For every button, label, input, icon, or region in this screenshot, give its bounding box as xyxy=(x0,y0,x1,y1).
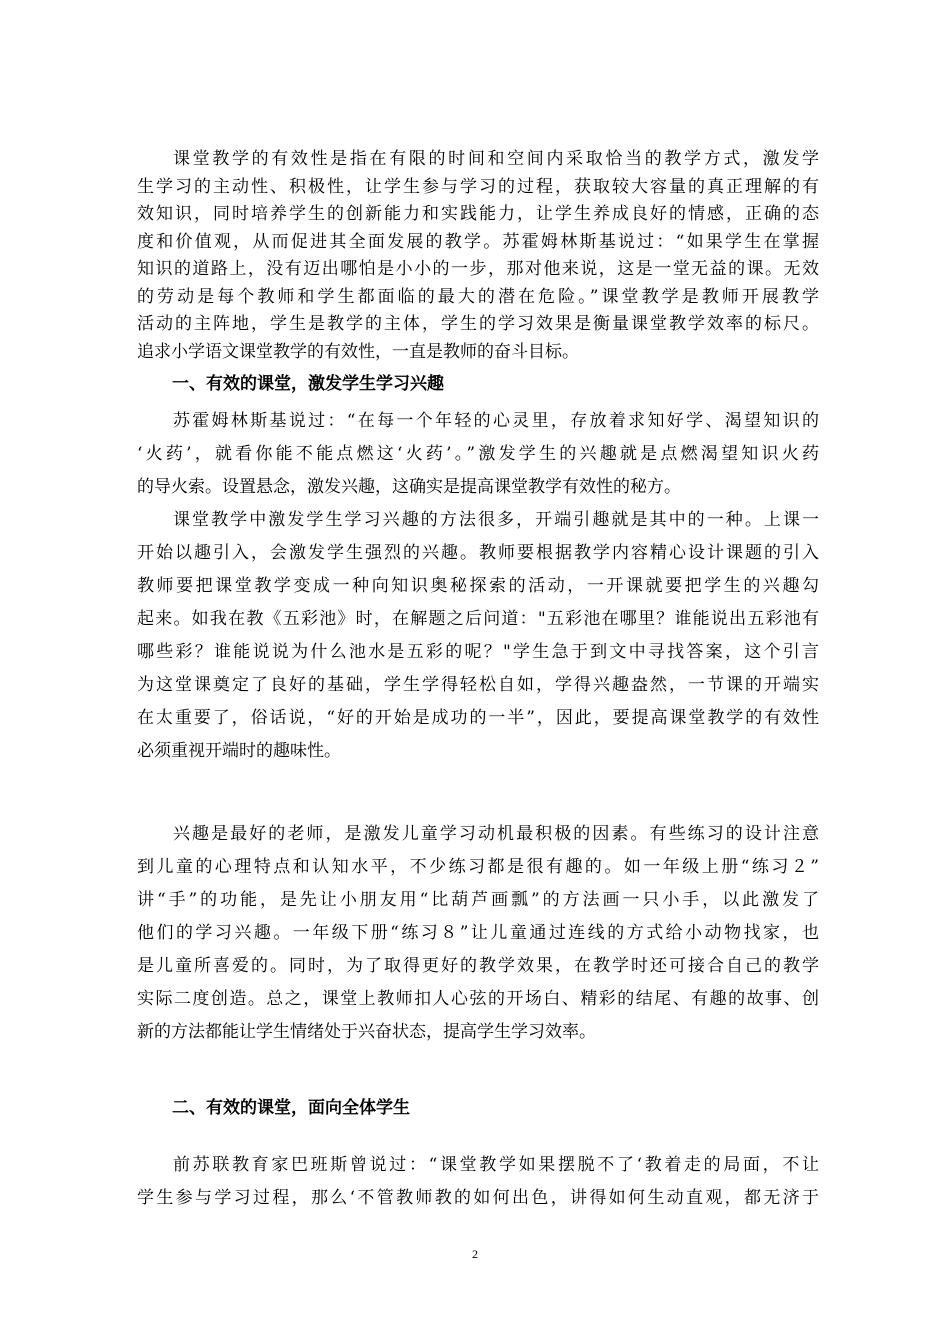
paragraph-line: 的劳动是每个教师和学生都面临的最大的潜在危险。”课堂教学是教师开展教学 xyxy=(137,286,819,307)
paragraph-line: 哪些彩？谁能说说为什么池水是五彩的呢？"学生急于到文中寻找答案，这个引言 xyxy=(137,642,819,662)
paragraph-line: 度和价值观，从而促进其全面发展的教学。苏霍姆林斯基说过：“如果学生在掌握 xyxy=(137,231,819,252)
paragraph-line: 必须重视开端时的趣味性。 xyxy=(137,741,341,761)
paragraph-line: 效知识，同时培养学生的创新能力和实践能力，让学生养成良好的情感，正确的态 xyxy=(137,204,819,224)
section1-paragraph-2 xyxy=(137,504,819,768)
paragraph-line: 追求小学语文课堂教学的有效性，一直是教师的奋斗目标。 xyxy=(137,341,579,362)
section1-paragraph-1 xyxy=(137,405,819,504)
page-number: 2 xyxy=(472,1247,478,1261)
paragraph-line: 他们的学习兴趣。一年级下册“练习８”让儿童通过连线的方式给小动物找家，也 xyxy=(137,923,819,943)
paragraph-line: 前苏联教育家巴班斯曾说过：“课堂教学如果摆脱不了‘教着走的局面，不让 xyxy=(173,1155,819,1175)
paragraph-line: 的导火索。设置悬念，激发兴趣，这确实是提高课堂教学有效性的秘方。 xyxy=(137,477,681,497)
intro-paragraph xyxy=(137,146,819,366)
paragraph-line: 到儿童的心理特点和认知水平，不少练习都是很有趣的。如一年级上册“练习２” xyxy=(137,857,819,877)
paragraph-line: 起来。如我在教《五彩池》时，在解题之后问道："五彩池在哪里？谁能说出五彩池有 xyxy=(137,609,819,629)
paragraph-line: 活动的主阵地，学生是教学的主体，学生的学习效果是衡量课堂教学效率的标尺。 xyxy=(137,314,819,334)
paragraph-line: 实际二度创造。总之，课堂上教师扣人心弦的开场白、精彩的结尾、有趣的故事、创 xyxy=(137,989,819,1009)
paragraph-line: 学生参与学习过程，那么‘不管教师教的如何出色，讲得如何生动直观，都无济于 xyxy=(137,1188,819,1208)
paragraph-line: ‘火药’，就看你能不能点燃这‘火药’。”激发学生的兴趣就是点燃渴望知识火药 xyxy=(137,444,819,464)
paragraph-line: 知识的道路上，没有迈出哪怕是小小的一步，那对他来说，这是一堂无益的课。无效 xyxy=(137,259,819,279)
section2-paragraph-1 xyxy=(137,1149,819,1215)
paragraph-line: 兴趣是最好的老师，是激发儿童学习动机最积极的因素。有些练习的设计注意 xyxy=(173,824,819,844)
paragraph-line: 教师要把课堂教学变成一种向知识奥秘探索的活动，一开课就要把学生的兴趣勾 xyxy=(137,576,819,596)
paragraph-line: 是儿童所喜爱的。同时，为了取得更好的教学效果，在教学时还可接合自己的教学 xyxy=(137,956,819,976)
paragraph-line: 课堂教学的有效性是指在有限的时间和空间内采取恰当的教学方式，激发学 xyxy=(173,149,819,169)
paragraph-line: 开始以趣引入，会激发学生强烈的兴趣。教师要根据教学内容精心设计课题的引入 xyxy=(137,543,819,563)
paragraph-line: 在太重要了，俗话说，“好的开始是成功的一半”，因此，要提高课堂教学的有效性 xyxy=(137,708,819,728)
paragraph-line: 课堂教学中激发学生学习兴趣的方法很多，开端引趣就是其中的一种。上课一 xyxy=(173,510,819,530)
paragraph-line: 苏霍姆林斯基说过：“在每一个年轻的心灵里，存放着求知好学、渴望知识的 xyxy=(173,411,819,431)
paragraph-line: 新的方法都能让学生情绪处于兴奋状态，提高学生学习效率。 xyxy=(137,1022,596,1042)
section-heading-2: 二、有效的课堂，面向全体学生 xyxy=(172,1098,410,1118)
paragraph-line: 为这堂课奠定了良好的基础，学生学得轻松自如，学得兴趣盎然，一节课的开端实 xyxy=(137,675,819,695)
section1-paragraph-3 xyxy=(137,818,819,1049)
section-heading-1: 一、有效的课堂，激发学生学习兴趣 xyxy=(172,374,444,394)
paragraph-line: 讲“手”的功能，是先让小朋友用“比葫芦画瓢”的方法画一只小手，以此激发了 xyxy=(137,890,819,910)
paragraph-line: 生学习的主动性、积极性，让学生参与学习的过程，获取较大容量的真正理解的有 xyxy=(137,176,819,197)
